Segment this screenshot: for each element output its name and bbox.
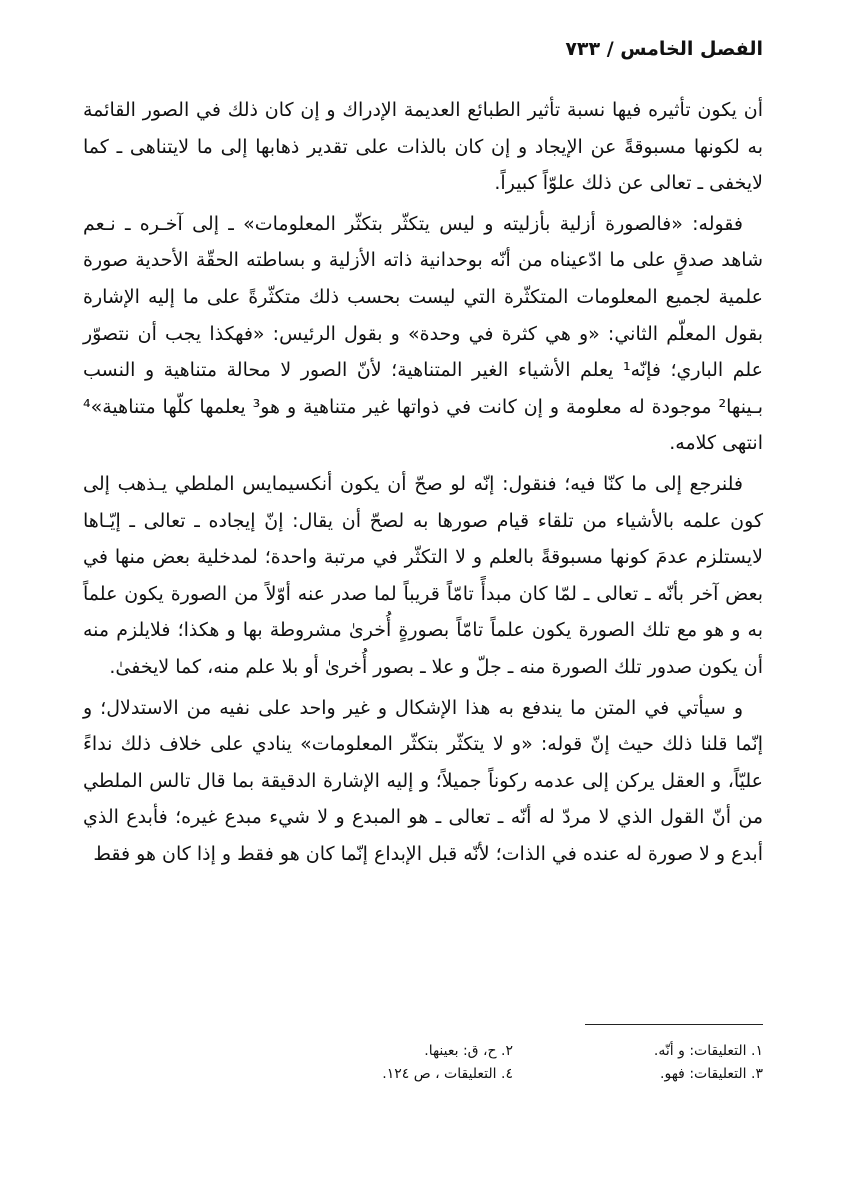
footnote-divider (585, 1024, 763, 1025)
footnote-4: ٤. التعليقات ، ص ١٢٤. (382, 1066, 513, 1082)
paragraph-3: فلنرجع إلى ما كنّا فيه؛ فنقول: إنّه لو صحّ أن يكون أنكسيمايس الملطي يـذهب إلى كون علمه بالأشياء من تلقاء قيام صورها به لصحّ أن يقال: إنّ إيجاده ـ تعالى ـ إيّـاها لايستلزم عدمَ كونها مسبوقةً بالعلم و لا التكثّر في مرتبة واحدة؛ لمدخلية بعض منها في بعض آخر بأنّه ـ تعالى ـ لمّا كان مبدأً تامّاً قريباً لما صدر عنه أوّلاً من الصورة يكون علماً به و هو مع تلك الصورة يكون علماً تامّاً بصورةٍ أُخرىٰ مشروطة بها و هكذا؛ فلايلزم منه أن يكون صدور تلك الصورة منه ـ جلّ و علا ـ بصور أُخرىٰ أو بلا علم منه، كما لايخفىٰ. (83, 472, 763, 678)
footnote-3: ٣. التعليقات: فهو. (660, 1066, 763, 1082)
paragraph-4: و سيأتي في المتن ما يندفع به هذا الإشكال و غير واحد على نفيه من الاستدلال؛ و إنّما قلنا ذلك حيث إنّ قوله: «و لا يتكثّر بتكثّر المعلومات» ينادي على خلاف ذلك نداءً عليّاً، و العقل يركن إلى عدمه ركوناً جميلاً؛ و إليه الإشارة الدقيقة بما قال تالس الملطي من أنّ القول الذي لا مردّ له أنّه ـ تعالى ـ هو المبدع و لا شيء مبدع غيره؛ فأبدع الذي أبدع و لا صورة له عنده في الذات؛ لأنّه قبل الإبداع إنّما كان هو فقط و إذا كان هو فقط (83, 696, 763, 865)
footnote-1: ١. التعليقات: و أنّه. (653, 1043, 763, 1059)
footnote-2: ٢. ح، ق: بعينها. (424, 1043, 513, 1059)
paragraph-2: فقوله: «فالصورة أزلية بأزليته و ليس يتكثّر بتكثّر المعلومات» ـ إلى آخـره ـ نـعم شاهد صدقٍ على ما ادّعيناه من أنّه بوحدانية ذاته الأزلية و بساطته الحقّة الأحدية صورة علمية لجميع المعلومات المتكثّرة التي ليست بحسب ذلك متكثّرةً على ما إليه الإشارة بقول المعلّم الثاني: «و هي كثرة في وحدة» و بقول الرئيس: «فهكذا يجب أن نتصوّر علم الباري؛ فإنّه¹ يعلم الأشياء الغير المتناهية؛ لأنّ الصور لا محالة متناهية و النسب بـينها² موجودة له معلومة و إن كانت في ذواتها غير متناهية و هو³ يعلمها كلّها متناهية»⁴ انتهى كلامه. (83, 212, 764, 455)
footnote-row (83, 1063, 763, 1086)
paragraph-1: أن يكون تأثيره فيها نسبة تأثير الطبائع العديمة الإدراك و إن كان ذلك في الصور القائمة به لكونها مسبوقةً عن الإيجاد و إن كان بالذات على تقدير ذهابها إلى ما لايتناهى ـ كما لايخفى ـ تعالى عن ذلك علوّاً كبيراً. (83, 99, 763, 195)
footnote-row (83, 1040, 763, 1063)
main-text (83, 92, 763, 876)
footnotes (83, 1040, 763, 1086)
running-header: الفصل الخامس / ٧٣٣ (565, 38, 763, 60)
